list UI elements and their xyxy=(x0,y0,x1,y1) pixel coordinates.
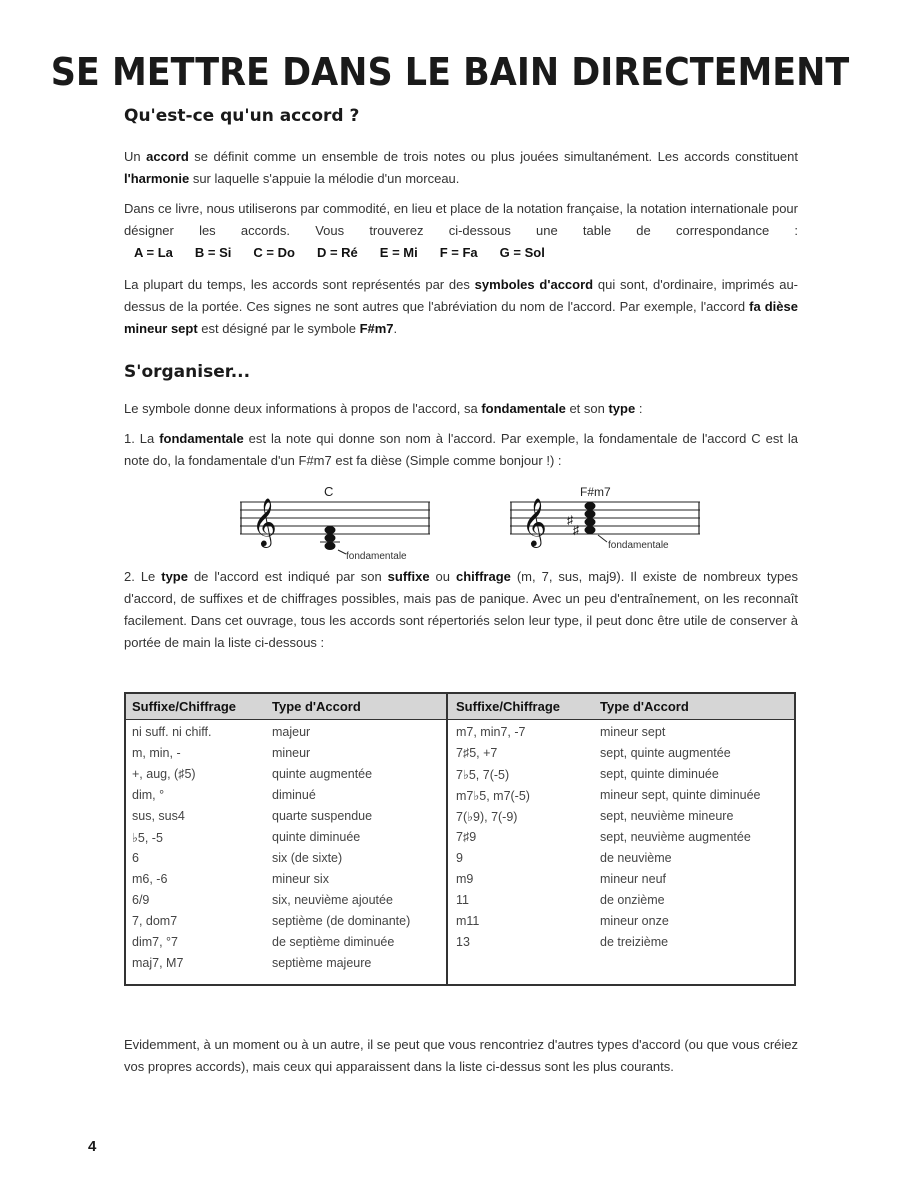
paragraph-notation: Dans ce livre, nous utiliserons par commodité, en lieu et place de la notation française, la notation internationale pour désigner les accords. Vous trouverez ci-dessous une table de correspondance :A = La B = Si C = Do D = Ré E = Mi F = Fa G = Sol xyxy=(124,198,798,264)
chord-staff-illustration xyxy=(240,478,710,564)
header-type-right: Type d'Accord xyxy=(600,699,689,714)
section-heading-chord: Qu'est-ce qu'un accord ? xyxy=(124,106,360,126)
staff-c xyxy=(240,484,430,562)
page-number: 4 xyxy=(88,1138,97,1155)
note-c-root xyxy=(325,542,336,550)
correspondence-table: A = La B = Si C = Do D = Ré E = Mi F = Fa G = Sol xyxy=(134,245,545,260)
paragraph-chord-type: 2. Le type de l'accord est indiqué par son suffixe ou chiffrage (m, 7, sus, maj9). Il existe de nombreux types d'accord, de suffixes et de chiffrages possibles, mais pas de panique. Avec un peu d'entraînement, on les reconnaît facilement. Dans cet ouvrage, tous les accords sont répertoriés selon leur type, il peut donc être utile de conserver à portée de main la liste ci-dessous : xyxy=(124,569,798,650)
header-suffix-left: Suffixe/Chiffrage xyxy=(132,699,237,714)
page-title: SE METTRE DANS LE BAIN DIRECTEMENT xyxy=(50,50,850,94)
note-g xyxy=(325,526,336,534)
sharp-icon: ♯ xyxy=(573,523,579,537)
paragraph-closing: Evidemment, à un moment ou à un autre, il se peut que vous rencontriez d'autres types d'accord (ou que vous créiez vos propres accords), mais ceux qui apparaissent dans la liste ci-dessus sont les plus courants. xyxy=(124,1037,798,1074)
paragraph-chord-symbols: La plupart du temps, les accords sont représentés par des symboles d'accord qui sont, d'ordinaire, imprimés au-dessus de la portée. Ces signes ne sont autres que l'abréviation du nom de l'accord. Par exemple, l'accord fa dièse mineur sept est désigné par le symbole F#m7. xyxy=(124,277,798,336)
table-header xyxy=(126,694,794,720)
section-heading-organise: S'organiser... xyxy=(124,362,251,382)
note-e xyxy=(325,534,336,542)
chord-suffix-table: Suffixe/Chiffrage Type d'Accord Suffixe/Chiffrage Type d'Accord ni suff. ni chiff. majeur m, min, - mineur +, aug, (♯5) quinte augmentée dim, ° diminué sus, sus4 quarte suspendue ♭5, -5 quinte diminuée 6 six (de sixte) m6, -6 mineur six 6/9 six, neuvième ajoutée 7, dom7 septième (de dominante) dim7, °7 de septième diminuée maj7, M7 septième majeure m7, min7, -7 mineur sept 7♯5, +7 sept, quinte augmentée 7♭5, 7(-5) sept, quinte diminuée m7♭5, m7(-5) mineur sept, quinte diminuée 7(♭9), 7(-9) sept, neuvième mineure 7♯9 sept, neuvième augmentée 9 de neuvième m9 mineur neuf 11 de onzième m11 mineur onze 13 de treizième xyxy=(124,692,796,986)
staff-fsharp-m7 xyxy=(510,485,700,551)
sharp-icon: ♯ xyxy=(567,513,573,527)
treble-clef-icon: 𝄞 xyxy=(522,497,547,546)
header-suffix-right: Suffixe/Chiffrage xyxy=(456,699,561,714)
chord-label-c: C xyxy=(324,484,334,499)
treble-clef-icon: 𝄞 xyxy=(252,497,277,546)
root-label-2: fondamentale xyxy=(608,540,669,551)
note-fsharp-root xyxy=(585,526,596,534)
column-divider xyxy=(446,694,448,984)
root-label-1: fondamentale xyxy=(346,551,407,562)
paragraph-symbol-info: Le symbole donne deux informations à propos de l'accord, sa fondamentale et son type : xyxy=(124,401,643,416)
paragraph-chord-definition: Un accord se définit comme un ensemble de trois notes ou plus jouées simultanément. Les accords constituent l'harmonie sur laquelle s'appuie la mélodie d'un morceau. xyxy=(124,149,799,186)
chord-label-fsharp-m7: F#m7 xyxy=(580,485,611,499)
paragraph-root: 1. La fondamentale est la note qui donne son nom à l'accord. Par exemple, la fondamentale de l'accord C est la note do, la fondamentale d'un F#m7 est fa dièse (Simple comme bonjour !) : xyxy=(124,431,799,468)
header-type-left: Type d'Accord xyxy=(272,699,361,714)
